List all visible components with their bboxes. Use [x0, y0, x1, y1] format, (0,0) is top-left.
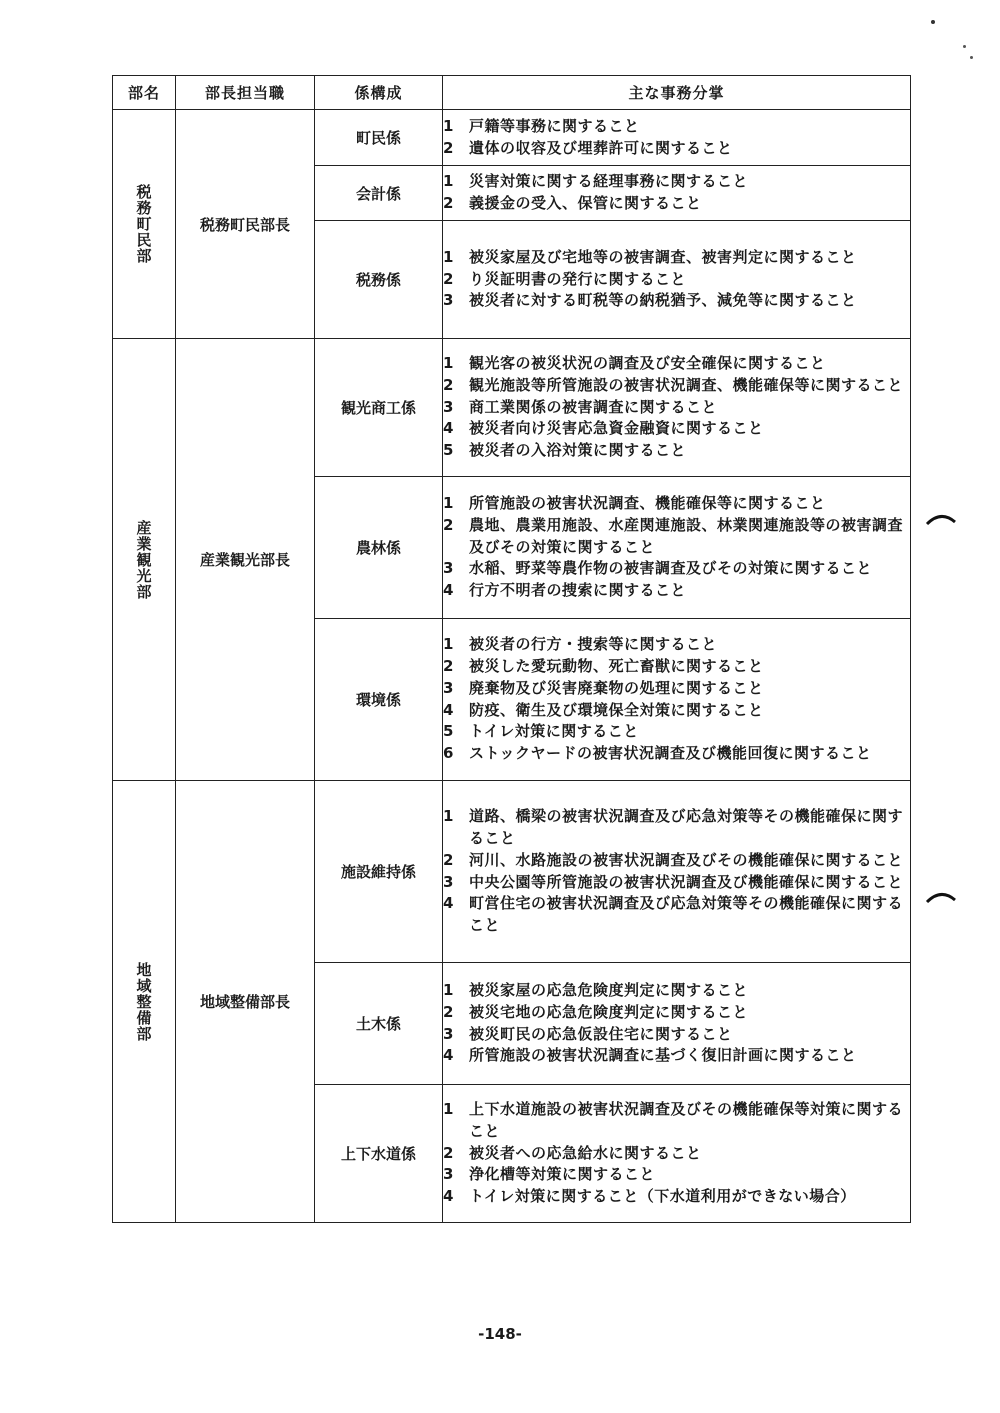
- duties-cell: [443, 781, 911, 963]
- duty-text: トイレ対策に関すること: [469, 722, 639, 741]
- duty-item: [443, 1143, 910, 1165]
- table-row: [113, 339, 911, 477]
- scan-speck: [970, 56, 973, 59]
- department-head: 地域整備部長: [176, 781, 315, 1223]
- duty-number: 5: [443, 441, 454, 460]
- duty-text: 被災宅地の応急危険度判定に関すること: [469, 1002, 749, 1021]
- section-name: 観光商工係: [315, 339, 443, 477]
- duty-item: [443, 515, 910, 559]
- duty-number: 2: [443, 515, 454, 534]
- duty-item: [443, 743, 910, 765]
- duty-item: [443, 269, 910, 291]
- duty-text: 所管施設の被害状況調査、機能確保等に関すること: [469, 494, 826, 512]
- duty-number: 4: [443, 894, 454, 913]
- duty-number: 4: [443, 1187, 454, 1206]
- section-name: 上下水道係: [315, 1085, 443, 1223]
- duty-item: [443, 353, 910, 375]
- duty-text: 河川、水路施設の被害状況調査及びその機能確保に関すること: [469, 850, 904, 869]
- duty-item: [443, 634, 910, 656]
- punch-hole-mark: [925, 510, 957, 526]
- duty-text: 商工業関係の被害調査に関すること: [469, 397, 718, 416]
- scan-speck: [963, 45, 966, 48]
- duty-item: [443, 440, 910, 462]
- duty-number: 3: [443, 1024, 454, 1043]
- duty-text: り災証明書の発行に関すること: [469, 269, 687, 288]
- duty-item: [443, 171, 910, 193]
- duty-text: 被災者の行方・捜索等に関すること: [469, 635, 718, 654]
- duty-item: [443, 558, 910, 580]
- duties-cell: [443, 166, 911, 221]
- duty-item: [443, 290, 910, 312]
- duty-text: 浄化槽等対策に関すること: [469, 1165, 656, 1184]
- department-name: 地域整備部: [134, 961, 153, 1042]
- duty-item: [443, 678, 910, 700]
- duty-number: 2: [443, 269, 454, 288]
- duty-item: [443, 580, 910, 602]
- duty-text: 被災家屋及び宅地等の被害調査、被害判定に関すること: [469, 247, 857, 266]
- punch-hole-mark: [925, 888, 957, 904]
- duty-text: 観光施設等所管施設の被害状況調査、機能確保等に関すること: [469, 375, 904, 394]
- department-cell: [113, 110, 176, 339]
- duties-cell: [443, 619, 911, 781]
- duty-item: [443, 1099, 910, 1143]
- duty-item: [443, 375, 910, 397]
- duty-text: 遺体の収容及び埋葬許可に関すること: [469, 138, 733, 157]
- duties-cell: [443, 339, 911, 477]
- header-duties: 主な事務分掌: [443, 76, 911, 110]
- department-head: 産業観光部長: [176, 339, 315, 781]
- duty-number: 2: [443, 1002, 454, 1021]
- table-row: [113, 110, 911, 166]
- duty-text: 農地、農業用施設、水産関連施設、林業関連施設等の被害調査及びその対策に関すること: [469, 515, 904, 556]
- department-cell: [113, 781, 176, 1223]
- duty-number: 2: [443, 850, 454, 869]
- department-name: 産業観光部: [134, 519, 153, 600]
- table-body: [113, 110, 911, 1223]
- department-cell: [113, 339, 176, 781]
- duty-number: 4: [443, 581, 454, 600]
- duty-number: 2: [443, 656, 454, 675]
- duty-number: 2: [443, 194, 454, 212]
- duty-text: 所管施設の被害状況調査に基づく復旧計画に関すること: [469, 1046, 857, 1065]
- duty-item: [443, 116, 910, 138]
- duty-text: 被災者の入浴対策に関すること: [469, 441, 687, 460]
- table-header-row: [113, 76, 911, 110]
- duties-cell: [443, 110, 911, 166]
- duty-text: 上下水道施設の被害状況調査及びその機能確保等対策に関すること: [469, 1100, 904, 1140]
- duty-number: 1: [443, 247, 454, 266]
- duty-item: [443, 872, 910, 894]
- duty-number: 3: [443, 397, 454, 416]
- duty-text: 廃棄物及び災害廃棄物の処理に関すること: [469, 678, 764, 697]
- duty-number: 1: [443, 1100, 454, 1118]
- duty-number: 2: [443, 138, 454, 157]
- section-name: 町民係: [315, 110, 443, 166]
- duty-assignment-table: [112, 75, 911, 1223]
- duty-item: [443, 980, 910, 1002]
- duty-text: 観光客の被災状況の調査及び安全確保に関すること: [469, 354, 826, 372]
- duty-item: [443, 1002, 910, 1024]
- duty-text: 被災した愛玩動物、死亡畜獣に関すること: [469, 656, 764, 675]
- header-head: 部長担当職: [176, 76, 315, 110]
- duty-item: [443, 138, 910, 160]
- duty-text: 被災家屋の応急危険度判定に関すること: [469, 980, 749, 999]
- duty-number: 5: [443, 722, 454, 741]
- duties-cell: [443, 477, 911, 619]
- duty-item: [443, 721, 910, 743]
- duty-number: 3: [443, 559, 454, 578]
- duty-number: 2: [443, 375, 454, 394]
- duty-item: [443, 1024, 910, 1046]
- duty-number: 4: [443, 700, 454, 719]
- duty-number: 3: [443, 872, 454, 891]
- page-number: -148-: [478, 1325, 522, 1343]
- duties-cell: [443, 963, 911, 1085]
- duty-number: 1: [443, 494, 454, 512]
- duty-item: [443, 193, 910, 215]
- header-section: 係構成: [315, 76, 443, 110]
- duty-item: [443, 806, 910, 850]
- duty-number: 1: [443, 807, 454, 826]
- duty-text: 中央公園等所管施設の被害状況調査及び機能確保に関すること: [469, 872, 904, 891]
- duty-text: 行方不明者の捜索に関すること: [469, 581, 687, 600]
- duty-item: [443, 1186, 910, 1208]
- duty-text: 戸籍等事務に関すること: [469, 116, 640, 135]
- duty-number: 3: [443, 1165, 454, 1184]
- duty-number: 4: [443, 419, 454, 438]
- section-name: 土木係: [315, 963, 443, 1085]
- duty-text: 被災者への応急給水に関すること: [469, 1143, 702, 1162]
- duty-number: 3: [443, 678, 454, 697]
- duties-cell: [443, 221, 911, 339]
- section-name: 税務係: [315, 221, 443, 339]
- duty-item: [443, 1164, 910, 1186]
- duty-text: 被災町民の応急仮設住宅に関すること: [469, 1024, 733, 1043]
- duty-item: [443, 893, 910, 937]
- duty-item: [443, 247, 910, 269]
- duty-text: 水稲、野菜等農作物の被害調査及びその対策に関すること: [469, 559, 873, 578]
- duty-text: 防疫、衛生及び環境保全対策に関すること: [469, 700, 764, 719]
- duty-number: 6: [443, 744, 454, 763]
- duty-text: ストックヤードの被害状況調査及び機能回復に関すること: [469, 744, 872, 763]
- duty-text: トイレ対策に関すること（下水道利用ができない場合）: [469, 1187, 856, 1206]
- department-head: 税務町民部長: [176, 110, 315, 339]
- duties-cell: [443, 1085, 911, 1223]
- duty-item: [443, 1045, 910, 1067]
- duty-item: [443, 418, 910, 440]
- duty-text: 道路、橋梁の被害状況調査及び応急対策等その機能確保に関すること: [469, 807, 904, 847]
- duty-number: 1: [443, 116, 454, 135]
- duty-text: 義援金の受入、保管に関すること: [469, 194, 702, 212]
- duty-number: 4: [443, 1046, 454, 1065]
- duty-text: 被災者向け災害応急資金融資に関すること: [469, 419, 764, 438]
- duty-text: 災害対策に関する経理事務に関すること: [469, 172, 749, 191]
- duty-number: 1: [443, 980, 454, 999]
- duty-item: [443, 700, 910, 722]
- department-name: 税務町民部: [134, 184, 153, 264]
- duty-item: [443, 656, 910, 678]
- scan-speck: [931, 20, 935, 24]
- duty-item: [443, 493, 910, 515]
- table-row: [113, 781, 911, 963]
- duty-number: 1: [443, 635, 454, 654]
- section-name: 会計係: [315, 166, 443, 221]
- duty-number: 1: [443, 172, 454, 191]
- duty-item: [443, 850, 910, 872]
- header-dept: 部名: [113, 76, 176, 110]
- section-name: 農林係: [315, 477, 443, 619]
- duty-text: 被災者に対する町税等の納税猶予、減免等に関すること: [469, 291, 857, 310]
- duty-number: 2: [443, 1143, 454, 1162]
- duty-number: 3: [443, 291, 454, 310]
- section-name: 施設維持係: [315, 781, 443, 963]
- duty-item: [443, 397, 910, 419]
- section-name: 環境係: [315, 619, 443, 781]
- duty-text: 町営住宅の被害状況調査及び応急対策等その機能確保に関すること: [469, 894, 904, 935]
- duty-number: 1: [443, 354, 454, 372]
